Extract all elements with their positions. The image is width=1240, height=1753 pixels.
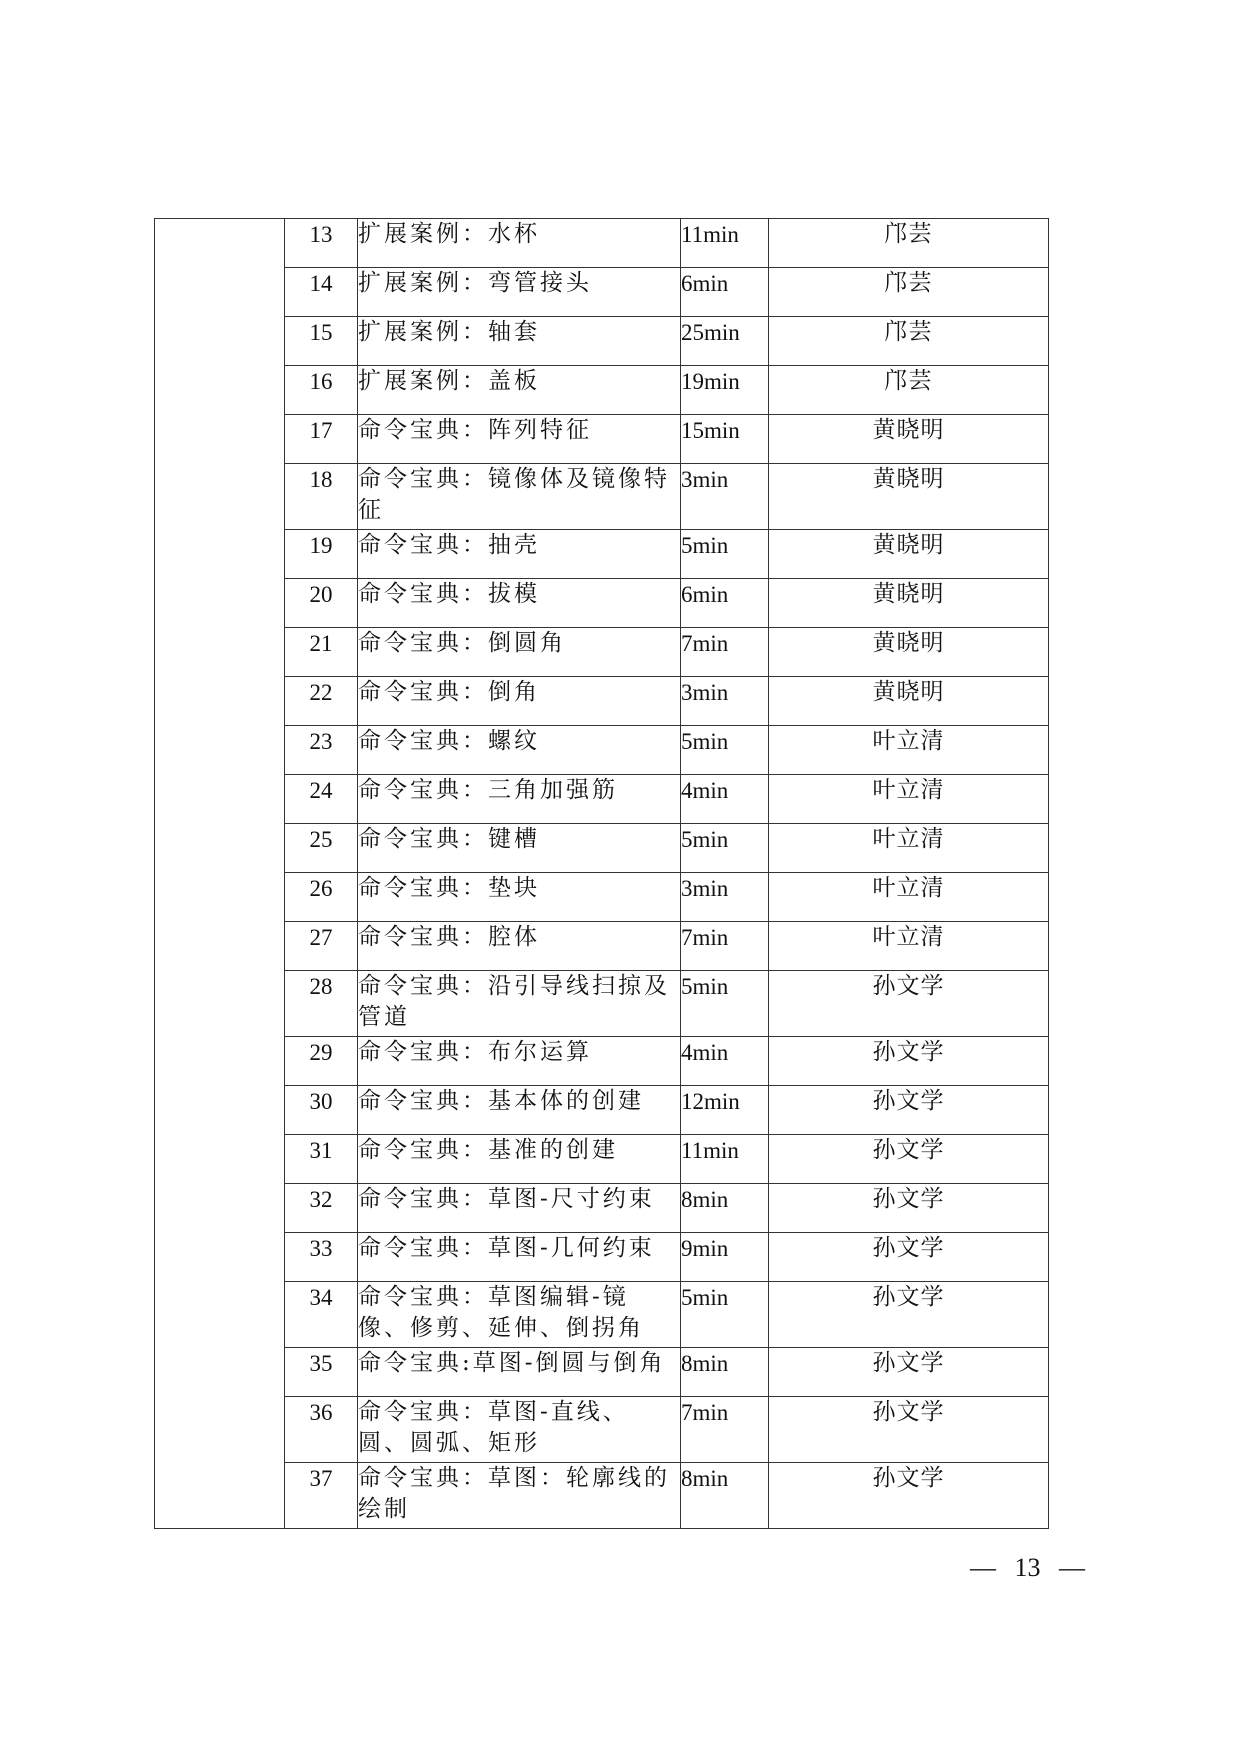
row-author: 孙文学	[769, 1037, 1049, 1086]
row-number: 14	[285, 268, 358, 317]
row-author: 孙文学	[769, 1348, 1049, 1397]
row-title: 命令宝典:草图-倒圆与倒角	[358, 1348, 681, 1397]
row-title: 命令宝典：抽壳	[358, 530, 681, 579]
row-number: 16	[285, 366, 358, 415]
row-title: 命令宝典：草图：轮廓线的绘制	[358, 1463, 681, 1529]
table-row	[155, 1282, 1049, 1348]
row-author: 孙文学	[769, 1397, 1049, 1463]
row-author: 邝芸	[769, 268, 1049, 317]
row-duration: 9min	[681, 1233, 769, 1282]
row-duration: 5min	[681, 726, 769, 775]
row-title: 命令宝典：倒角	[358, 677, 681, 726]
row-duration: 7min	[681, 922, 769, 971]
table-row	[155, 1135, 1049, 1184]
row-title: 命令宝典：腔体	[358, 922, 681, 971]
row-duration: 6min	[681, 579, 769, 628]
category-cell	[155, 219, 285, 1529]
row-author: 黄晓明	[769, 677, 1049, 726]
table-row	[155, 464, 1049, 530]
row-author: 黄晓明	[769, 464, 1049, 530]
row-duration: 5min	[681, 971, 769, 1037]
row-title: 命令宝典：镜像体及镜像特征	[358, 464, 681, 530]
row-number: 31	[285, 1135, 358, 1184]
row-author: 叶立清	[769, 873, 1049, 922]
row-number: 30	[285, 1086, 358, 1135]
table-row	[155, 971, 1049, 1037]
table-row	[155, 268, 1049, 317]
row-title: 命令宝典：基本体的创建	[358, 1086, 681, 1135]
row-duration: 5min	[681, 1282, 769, 1348]
row-number: 13	[285, 219, 358, 268]
row-number: 19	[285, 530, 358, 579]
row-title: 命令宝典：基准的创建	[358, 1135, 681, 1184]
table-row	[155, 873, 1049, 922]
table-row	[155, 628, 1049, 677]
row-author: 黄晓明	[769, 415, 1049, 464]
table-row	[155, 922, 1049, 971]
row-number: 20	[285, 579, 358, 628]
row-title: 命令宝典：阵列特征	[358, 415, 681, 464]
row-number: 32	[285, 1184, 358, 1233]
row-number: 34	[285, 1282, 358, 1348]
table-row	[155, 1233, 1049, 1282]
table-row	[155, 1086, 1049, 1135]
table-row	[155, 1348, 1049, 1397]
page-dash-right: —	[1059, 1553, 1085, 1582]
row-duration: 12min	[681, 1086, 769, 1135]
row-duration: 8min	[681, 1348, 769, 1397]
row-title: 命令宝典：布尔运算	[358, 1037, 681, 1086]
table-row	[155, 677, 1049, 726]
course-table	[154, 218, 1049, 1529]
row-title: 命令宝典：键槽	[358, 824, 681, 873]
row-title: 命令宝典：草图-尺寸约束	[358, 1184, 681, 1233]
row-author: 黄晓明	[769, 628, 1049, 677]
row-title: 命令宝典：三角加强筋	[358, 775, 681, 824]
row-duration: 7min	[681, 628, 769, 677]
table-row	[155, 530, 1049, 579]
table-row	[155, 415, 1049, 464]
row-duration: 5min	[681, 824, 769, 873]
row-author: 孙文学	[769, 1463, 1049, 1529]
table-row	[155, 1463, 1049, 1529]
row-title: 命令宝典：螺纹	[358, 726, 681, 775]
table-row	[155, 1184, 1049, 1233]
row-title: 命令宝典：倒圆角	[358, 628, 681, 677]
row-duration: 19min	[681, 366, 769, 415]
row-duration: 8min	[681, 1463, 769, 1529]
row-number: 15	[285, 317, 358, 366]
row-duration: 25min	[681, 317, 769, 366]
row-duration: 15min	[681, 415, 769, 464]
row-title: 扩展案例：盖板	[358, 366, 681, 415]
row-number: 21	[285, 628, 358, 677]
page-number: 13	[1014, 1553, 1041, 1582]
row-title: 命令宝典：草图编辑-镜像、修剪、延伸、倒拐角	[358, 1282, 681, 1348]
page-dash-left: —	[970, 1553, 996, 1582]
row-number: 23	[285, 726, 358, 775]
row-author: 邝芸	[769, 366, 1049, 415]
row-duration: 3min	[681, 677, 769, 726]
row-author: 叶立清	[769, 922, 1049, 971]
row-duration: 3min	[681, 464, 769, 530]
row-author: 孙文学	[769, 1086, 1049, 1135]
row-author: 孙文学	[769, 971, 1049, 1037]
row-title: 扩展案例：弯管接头	[358, 268, 681, 317]
row-author: 孙文学	[769, 1282, 1049, 1348]
row-duration: 11min	[681, 1135, 769, 1184]
row-title: 扩展案例：轴套	[358, 317, 681, 366]
row-title: 命令宝典：草图-直线、圆、圆弧、矩形	[358, 1397, 681, 1463]
table-row	[155, 1397, 1049, 1463]
row-number: 33	[285, 1233, 358, 1282]
row-author: 叶立清	[769, 726, 1049, 775]
row-author: 叶立清	[769, 824, 1049, 873]
row-author: 叶立清	[769, 775, 1049, 824]
row-duration: 6min	[681, 268, 769, 317]
row-title: 命令宝典：沿引导线扫掠及管道	[358, 971, 681, 1037]
table-row	[155, 579, 1049, 628]
row-duration: 4min	[681, 775, 769, 824]
table-row	[155, 317, 1049, 366]
row-author: 孙文学	[769, 1233, 1049, 1282]
table-row	[155, 1037, 1049, 1086]
row-number: 37	[285, 1463, 358, 1529]
row-title: 命令宝典：拔模	[358, 579, 681, 628]
row-author: 邝芸	[769, 317, 1049, 366]
row-duration: 11min	[681, 219, 769, 268]
table-body	[155, 219, 1049, 1529]
table-row	[155, 775, 1049, 824]
table-row	[155, 366, 1049, 415]
row-number: 27	[285, 922, 358, 971]
row-number: 26	[285, 873, 358, 922]
row-duration: 7min	[681, 1397, 769, 1463]
row-number: 35	[285, 1348, 358, 1397]
row-number: 36	[285, 1397, 358, 1463]
row-number: 25	[285, 824, 358, 873]
row-author: 黄晓明	[769, 530, 1049, 579]
table-row	[155, 726, 1049, 775]
row-number: 17	[285, 415, 358, 464]
row-author: 孙文学	[769, 1135, 1049, 1184]
row-number: 22	[285, 677, 358, 726]
row-author: 邝芸	[769, 219, 1049, 268]
row-number: 29	[285, 1037, 358, 1086]
row-number: 18	[285, 464, 358, 530]
row-author: 黄晓明	[769, 579, 1049, 628]
row-author: 孙文学	[769, 1184, 1049, 1233]
row-duration: 5min	[681, 530, 769, 579]
row-number: 24	[285, 775, 358, 824]
row-title: 命令宝典：垫块	[358, 873, 681, 922]
table-row	[155, 219, 1049, 268]
table-row	[155, 824, 1049, 873]
row-duration: 3min	[681, 873, 769, 922]
row-duration: 8min	[681, 1184, 769, 1233]
row-number: 28	[285, 971, 358, 1037]
row-title: 命令宝典：草图-几何约束	[358, 1233, 681, 1282]
row-duration: 4min	[681, 1037, 769, 1086]
row-title: 扩展案例：水杯	[358, 219, 681, 268]
